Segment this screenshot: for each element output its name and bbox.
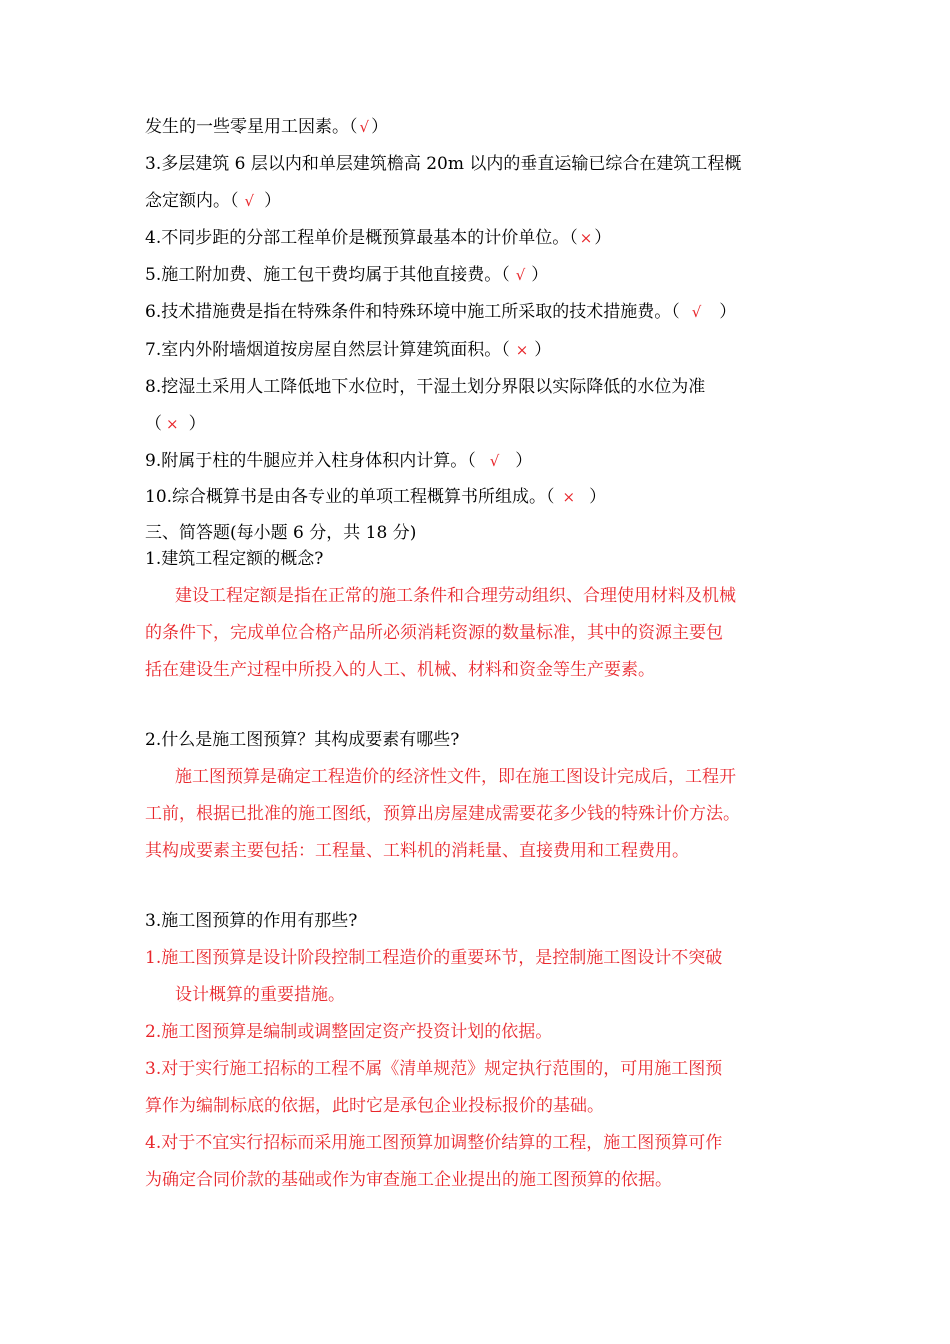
answer-2-line: 其构成要素主要包括：工程量、工料机的消耗量、直接费用和工程费用。 [145, 841, 689, 861]
answer-3-line: 4.对于不宜实行招标而采用施工图预算加调整价结算的工程，施工图预算可作 [145, 1133, 723, 1153]
judgement-item: 9.附属于柱的牛腿应并入柱身体积内计算。（ √ ） [145, 451, 533, 471]
section-title: 三、简答题(每小题 6 分，共 18 分) [145, 523, 417, 543]
judgement-item: 7.室内外附墙烟道按房屋自然层计算建筑面积。（ × ） [145, 340, 552, 360]
answer-1-line: 括在建设生产过程中所投入的人工、机械、材料和资金等生产要素。 [145, 660, 655, 680]
cross-mark-icon: × [579, 229, 593, 247]
cross-mark-icon: × [515, 341, 529, 359]
question-1: 1.建筑工程定额的概念? [145, 549, 324, 569]
judgement-item: 3.多层建筑 6 层以内和单层建筑檐高 20m 以内的垂直运输已综合在建筑工程概 [145, 154, 742, 174]
answer-3-line: 为确定合同价款的基础或作为审查施工企业提出的施工图预算的依据。 [145, 1170, 672, 1190]
check-mark-icon: √ [691, 303, 702, 321]
judgement-item: 念定额内。（ √ ） [145, 191, 282, 211]
answer-2-line: 工前，根据已批准的施工图纸，预算出房屋建成需要花多少钱的特殊计价方法。 [145, 804, 740, 824]
cross-mark-icon: × [166, 415, 179, 433]
check-mark-icon: √ [359, 118, 370, 136]
answer-3-line: 1.施工图预算是设计阶段控制工程造价的重要环节，是控制施工图设计不突破 [145, 948, 723, 968]
judgement-item: 8.挖湿土采用人工降低地下水位时，干湿土划分界限以实际降低的水位为准 [145, 377, 706, 397]
answer-3-line: 3.对于实行施工招标的工程不属《清单规范》规定执行范围的，可用施工图预 [145, 1059, 723, 1079]
check-mark-icon: √ [489, 452, 500, 470]
question-2: 2.什么是施工图预算？其构成要素有哪些? [145, 730, 460, 750]
check-mark-icon: √ [515, 266, 526, 284]
judgement-item: （ × ） [145, 414, 206, 434]
answer-1-line: 建设工程定额是指在正常的施工条件和合理劳动组织、合理使用材料及机械 [175, 586, 736, 606]
answer-3-line: 算作为编制标底的依据，此时它是承包企业投标报价的基础。 [145, 1096, 604, 1116]
answer-1-line: 的条件下，完成单位合格产品所必须消耗资源的数量标准，其中的资源主要包 [145, 623, 723, 643]
judgement-item: 5.施工附加费、施工包干费均属于其他直接费。（ √ ） [145, 265, 549, 285]
answer-3-line: 设计概算的重要措施。 [175, 985, 345, 1005]
judgement-item: 4.不同步距的分部工程单价是概预算最基本的计价单位。（ × ） [145, 228, 612, 248]
question-3: 3.施工图预算的作用有那些? [145, 911, 358, 931]
answer-3-line: 2.施工图预算是编制或调整固定资产投资计划的依据。 [145, 1022, 553, 1042]
check-mark-icon: √ [244, 192, 255, 210]
answer-2-line: 施工图预算是确定工程造价的经济性文件，即在施工图设计完成后，工程开 [175, 767, 736, 787]
judgement-item: 10.综合概算书是由各专业的单项工程概算书所组成。（ × ） [145, 487, 607, 507]
cross-mark-icon: × [562, 488, 576, 506]
judgement-item: 6.技术措施费是指在特殊条件和特殊环境中施工所采取的技术措施费。（ √ ） [145, 302, 737, 322]
judgement-item: 发生的一些零星用工因素。（ √ ） [145, 117, 389, 137]
